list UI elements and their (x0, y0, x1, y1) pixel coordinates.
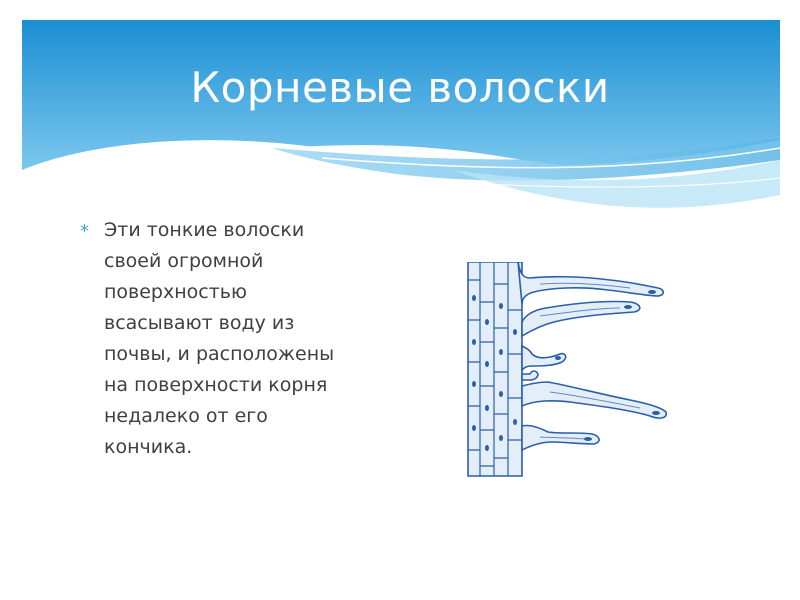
bullet-list (80, 215, 400, 463)
root-hairs-drawing (460, 262, 690, 480)
header-banner (22, 20, 780, 240)
root-hairs-illustration (460, 262, 690, 480)
wave-background (22, 20, 780, 240)
slide-title: Корневые волоски (190, 63, 610, 112)
bullet-marker: * (80, 221, 89, 242)
bullet-text: Эти тонкие волоски своей огромной поверхностью всасывают воду из почвы, и расположены на поверхности корня недалеко от его кончика. (104, 219, 335, 458)
